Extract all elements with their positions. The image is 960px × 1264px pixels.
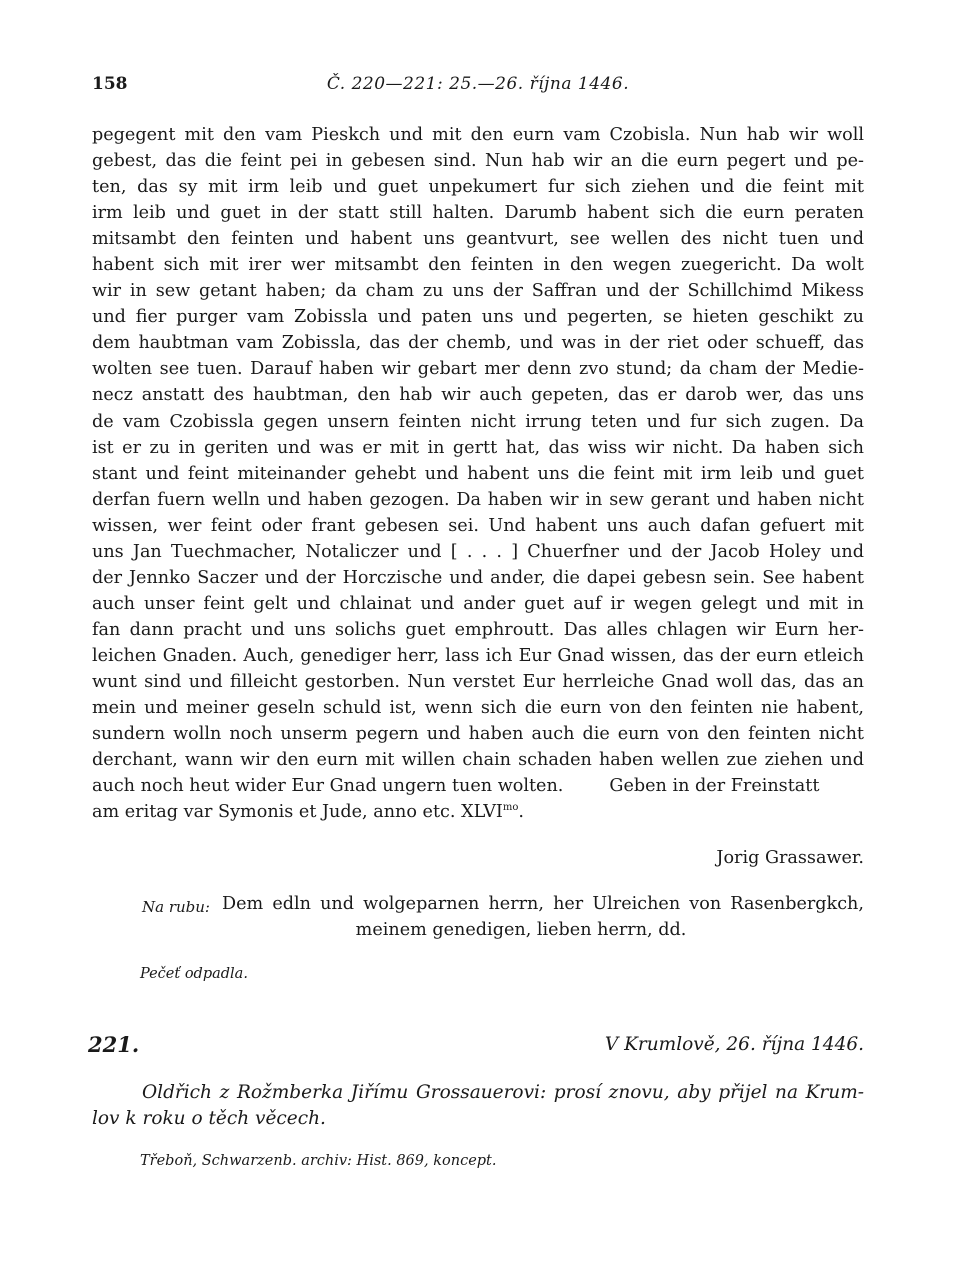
closing-text: auch noch heut wider Eur Gnad ungern tuen wolten. <box>92 776 564 797</box>
body-line: fan dann pracht und uns solichs guet emphroutt. Das alles chlagen wir Eurn her- <box>92 619 864 640</box>
body-line: dem haubtman vam Zobissla, das der chemb, und was in der riet oder schueff, das <box>92 333 864 354</box>
body-line: uns Jan Tuechmacher, Notaliczer und [ . . . ] Chuerfner und der Jacob Holey und <box>92 541 864 562</box>
body-line: ist er zu in geriten und was er mit in gertt hat, das wiss wir nicht. Da haben sich <box>92 437 864 458</box>
body-line: wolten see tuen. Darauf haben wir gebart mer denn zvo stund; da cham der Medie- <box>92 359 864 380</box>
address-label: Na rubu: <box>142 898 210 916</box>
letter-body <box>92 122 864 825</box>
regest-line-1: Oldřich z Rožmberka Jiřímu Grossauerovi: prosí znovu, aby přijel na Krum- <box>142 1082 864 1103</box>
date-end: . <box>518 802 524 823</box>
signature: Jorig Grassawer. <box>716 848 864 868</box>
body-line: necz anstatt des haubtman, den hab wir auch gepeten, das er darob wer, das uns <box>92 385 864 406</box>
body-line: sundern wolln noch unserm pegern und haben auch die eurn von den feinten nicht <box>92 724 864 745</box>
closing-line <box>92 773 864 799</box>
body-line: stant und feint miteinander gehebt und habent uns die feint mit irm leib und guet <box>92 463 864 484</box>
body-line: wissen, wer feint oder frant gebesen sei. Und habent uns auch dafan gefuert mit <box>92 515 864 536</box>
document-number: 221. <box>88 1032 140 1057</box>
body-line: habent sich mit irer wer mitsambt den feinten in den wegen zuegericht. Da wolt <box>92 255 864 276</box>
body-line: mein und meiner geseln schuld ist, wenn sich die eurn von den feinten nie habent, <box>92 698 864 719</box>
address-line-2: meinem genedigen, lieben herrn, dd. <box>355 920 687 940</box>
dating-formula: Geben in der Freinstatt <box>609 776 820 797</box>
body-line: wunt sind und filleicht gestorben. Nun verstet Eur herrleiche Gnad woll das, das an <box>92 671 864 692</box>
body-line: irm leib und guet in der statt still halten. Darumb habent sich die eurn peraten <box>92 203 864 224</box>
body-line: gebest, das die feint pei in gebesen sind. Nun hab wir an die eurn pegert und pe- <box>92 151 864 172</box>
body-line: und fier purger vam Zobissla und paten uns und pegerten, se hieten geschikt zu <box>92 307 864 328</box>
body-line: derfan fuern welln und haben gezogen. Da haben wir in sew gerant und haben nicht <box>92 489 864 510</box>
body-line: mitsambt den feinten und habent uns geantvurt, see wellen des nicht tuen und <box>92 229 864 250</box>
running-title: Č. 220—221: 25.—26. října 1446. <box>326 74 630 94</box>
body-line: der Jennko Saczer und der Horczische und ander, die dapei gebesn sein. See habent <box>92 567 864 588</box>
seal-note: Pečeť odpadla. <box>140 966 248 982</box>
running-head <box>92 74 864 100</box>
body-line: leichen Gnaden. Auch, genediger herr, lass ich Eur Gnad wissen, das der eurn etleich <box>92 645 864 666</box>
date-text: am eritag var Symonis et Jude, anno etc. XLVI <box>92 802 503 823</box>
body-line: ten, das sy mit irm leib und guet unpekumert fur sich ziehen und die feint mit <box>92 177 864 198</box>
regest-line-2: lov k roku o těch věcech. <box>92 1108 326 1129</box>
regest <box>92 1080 864 1132</box>
date-superscript: mo <box>502 802 519 814</box>
document-place-date: V Krumlově, 26. října 1446. <box>604 1034 864 1055</box>
body-line: pegegent mit den vam Pieskch und mit den eurn vam Czobisla. Nun hab wir woll <box>92 125 864 145</box>
body-line: auch unser feint gelt und chlainat und ander guet auf ir wegen gelegt und mit in <box>92 593 864 614</box>
body-lines <box>92 122 864 773</box>
body-line: wir in sew getant haben; da cham zu uns der Saffran und der Schillchimd Mikess <box>92 281 864 302</box>
body-line: derchant, wann wir den eurn mit willen chain schaden haben wellen zue ziehen und <box>92 750 864 771</box>
body-line: de vam Czobissla gegen unsern feinten nicht irrung teten und fur sich zugen. Da <box>92 411 864 432</box>
address-line-1: Dem edln und wolgeparnen herrn, her Ulreichen von Rasenbergkch, <box>222 894 864 914</box>
page-number: 158 <box>92 74 128 94</box>
source-note: Třeboň, Schwarzenb. archiv: Hist. 869, koncept. <box>140 1153 497 1169</box>
date-line <box>92 799 864 825</box>
